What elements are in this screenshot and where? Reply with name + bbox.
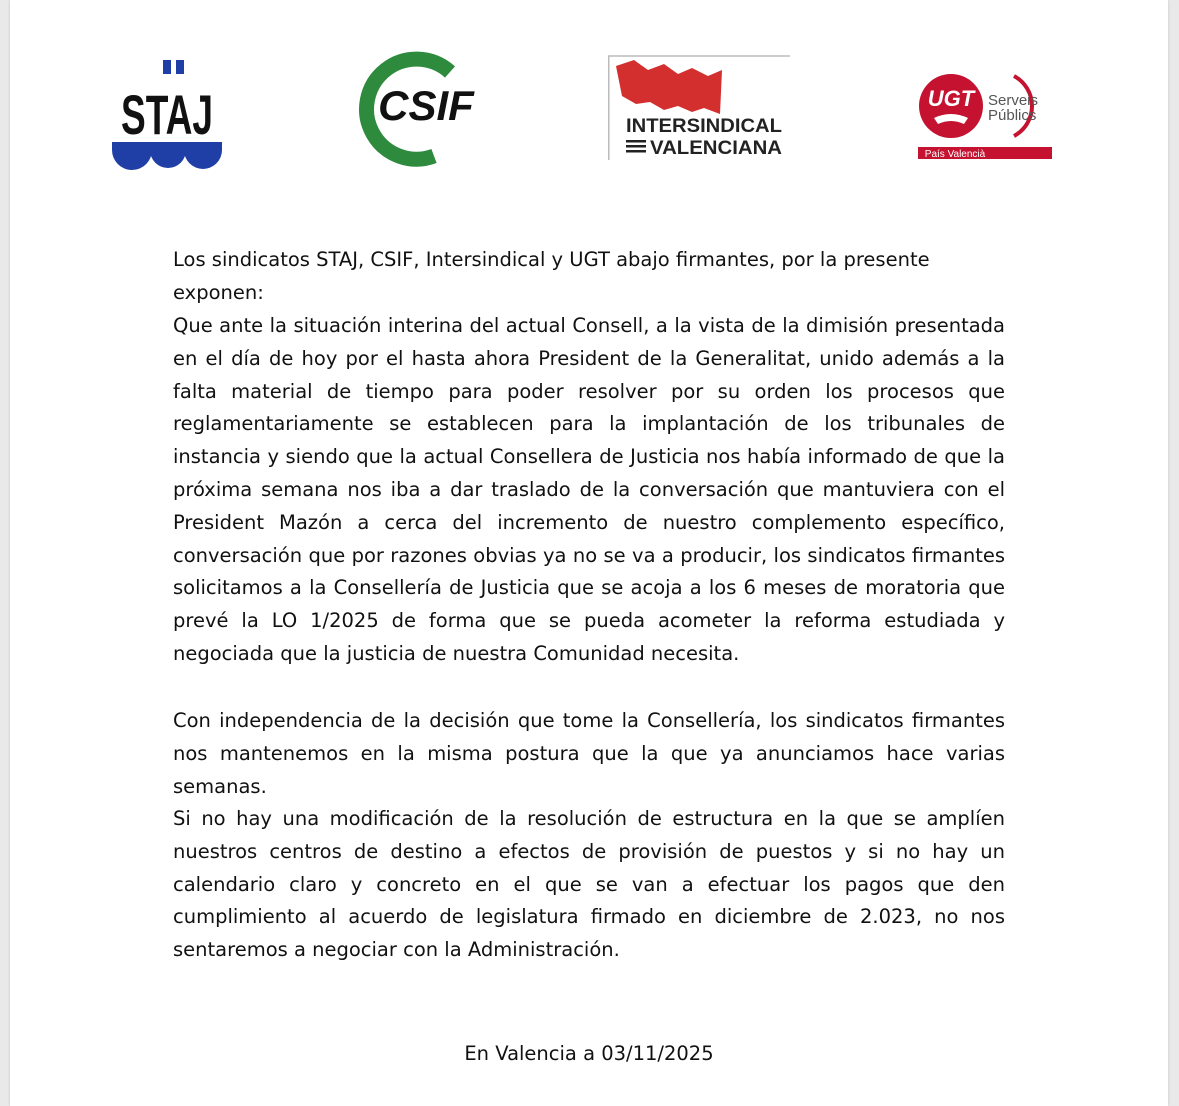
intersindical-line1: INTERSINDICAL (626, 116, 783, 137)
staj-logo-text: STAJ (121, 83, 213, 146)
csif-logo (352, 52, 476, 166)
csif-logo-text: CSIF (378, 82, 474, 129)
ugt-line1: Serveis (988, 92, 1039, 109)
date-line: En Valencia a 03/11/2025 (464, 1042, 714, 1065)
ugt-logo (918, 70, 1054, 160)
document-page (10, 0, 1168, 1106)
intersindical-line2: VALENCIANA (650, 138, 783, 159)
intro-line: Los sindicatos STAJ, CSIF, Intersindical y UGT abajo firmantes, por la presente exponen: (173, 248, 930, 304)
intersindical-logo (608, 56, 790, 160)
ugt-logo-text: UGT (927, 86, 975, 111)
paragraph-moratoria: Que ante la situación interina del actual Consell, a la vista de la dimisión presentada en el día de hoy por el hasta ahora President de la Generalitat, unido además a la falta material de tiempo para poder resolver por su orden los procesos que reglamentariamente se establecen para la implantación de los tribunales de instancia y siendo que la actual Consellera de Justicia nos había informado de que la próxima semana nos iba a dar traslado de la conversación que mantuviera con el President Mazón a cerca del incremento de nuestro complemento específico, conversación que por razones obvias ya no se va a producir, los sindicatos firmantes solicitamos a la Consellería de Justicia que se acoja a los 6 meses de moratoria que prevé la LO 1/2025 de forma que se pueda acometer la reforma estudiada y negociada que la justicia de nuestra Comunidad necesita. (173, 314, 1005, 665)
staj-logo (110, 58, 226, 170)
ugt-line2: Públics (988, 107, 1037, 124)
paragraph-postura: Con independencia de la decisión que tome la Consellería, los sindicatos firmantes nos mantenemos en la misma postura que la que ya anunciamos hace varias semanas. (173, 709, 1005, 798)
ugt-region: País Valencià (924, 149, 986, 160)
paragraph-condiciones: Si no hay una modificación de la resolución de estructura en la que se amplíen nuestros centros de destino a efectos de provisión de puestos y si no hay un calendario claro y concreto en el que se van a efectuar los pagos que den cumplimiento al acuerdo de legislatura firmado en diciembre de 2.023, no nos sentaremos a negociar con la Administración. (173, 807, 1005, 962)
